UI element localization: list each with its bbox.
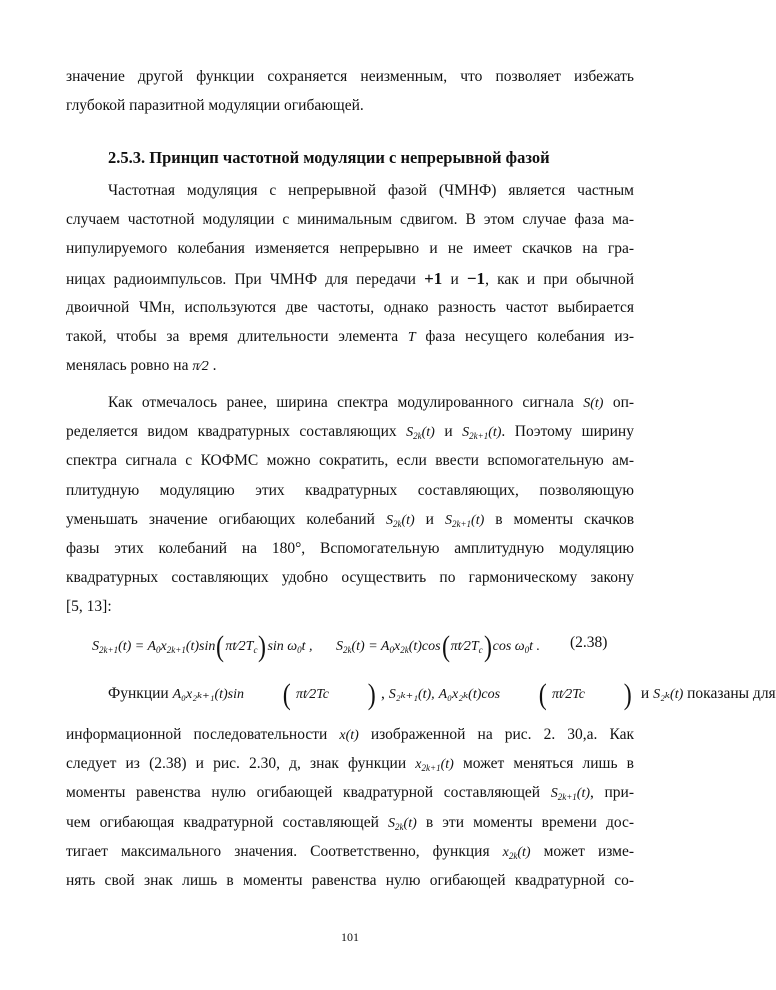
s2k1-symbol: $S_{2k+1}(t)$ (444, 512, 485, 529)
x2k-symbol: $x_{2k}(t)$ (502, 844, 531, 861)
text-span: в эти моменты времени дос- (425, 813, 635, 831)
text-span: тигает максимального значения. Соответственно, функция (66, 842, 490, 860)
equation-2-38 (92, 624, 640, 666)
text-line (66, 388, 634, 417)
text-span: показаны для (687, 685, 776, 702)
text-span: в моменты скачков (495, 510, 635, 528)
text-span: чем огибающая квадратурной составляющей (66, 813, 379, 831)
text-line (66, 417, 634, 446)
text-line: глубокой паразитной модуляции огибающей. (66, 97, 364, 115)
text-span: уменьшать значение огибающих колебаний (66, 510, 375, 528)
text-line: значение другой функции сохраняется неизменным, что позволяет избежать (66, 68, 634, 85)
text-span: ницах радиоимпульсов. При ЧМНФ для передачи (66, 270, 416, 288)
text-span: . Поэтому ширину (501, 423, 634, 441)
period-symbol: T (407, 329, 416, 345)
text-span: информационной последовательности (66, 726, 328, 743)
formula: S₂ₖ₊₁(t), (388, 687, 435, 702)
text-line: плитудную модуляцию этих квадратурных составляющих, позволяющую (66, 481, 634, 499)
equation-number: (2.38) (570, 634, 608, 651)
formula: A₀x₂ₖ₊₁(t)sin (172, 687, 245, 702)
plus-one-symbol: +1 (424, 268, 443, 288)
text-span: . (212, 357, 217, 375)
page-number: 101 (341, 930, 359, 944)
text-line: случаем частотной модуляции с минимальным сдвигом. В этом случае фаза ма- (66, 211, 634, 229)
fraction: πt⁄2T (450, 639, 479, 654)
text-line (66, 837, 634, 866)
text-span: Функции (108, 685, 169, 702)
equation-right: $S_{2k}(t)$ = $A_0x_{2k}(t)\cos(\pi t⁄2T_c)\cos$ $\omega_0t$ . (336, 630, 541, 663)
text-line: [5, 13]: (66, 598, 112, 616)
text-span: оп- (612, 394, 635, 411)
text-line: нять свой знак лишь в моменты равенства нулю огибающей квадратурной со- (66, 871, 634, 889)
text-line: двоичной ЧМн, используются две частоты, однако разность частот выбирается (66, 298, 634, 316)
fraction: πt⁄2Tc (296, 687, 329, 702)
s2k-symbol: $S_{2k}(t)$ (388, 815, 417, 832)
text-span: , как и при обычной (485, 270, 635, 288)
x-symbol: x(t) (339, 728, 359, 743)
text-line: спектра сигнала с КОФМС можно сократить, если ввести вспомогательную ам- (66, 452, 634, 470)
text-line (66, 749, 634, 778)
text-line (66, 808, 634, 837)
text-span: изображенной на рис. 2. 30,а. Как (370, 726, 635, 743)
s2k1-symbol: $S_{2k+1}(t)$ (462, 425, 502, 442)
signal-symbol: S(t) (583, 396, 604, 411)
paragraph-1 (66, 176, 634, 380)
formula: S₂ₖ(t) (653, 687, 684, 702)
pi-half-fraction: π⁄2 (192, 359, 209, 375)
text-line (66, 505, 634, 534)
text-span: может изме- (543, 842, 634, 860)
text-span: и (640, 685, 650, 702)
s2k-symbol: $S_{2k}(t)$ (406, 425, 435, 442)
text-span: менялась ровно на (66, 357, 189, 375)
x2k1-symbol: $x_{2k+1}(t)$ (415, 757, 454, 774)
text-line: Функции A₀x₂ₖ₊₁(t)sin ( πt⁄2Tc ) , S₂ₖ₊₁(t), A₀x₂ₖ(t)cos ( πt⁄2Tc ) и S₂ₖ(t) показаны для (108, 678, 776, 711)
text-line: Частотная модуляция с непрерывной фазой (ЧМНФ) является частным (108, 182, 634, 199)
text-span: и (444, 423, 453, 441)
fraction: πt⁄2Tc (552, 687, 586, 702)
text-span: Как отмечалось ранее, ширина спектра модулированного сигнала (108, 394, 574, 411)
text-line (66, 264, 634, 293)
fraction: πt⁄2T (225, 639, 254, 654)
text-span: следует из (2.38) и рис. 2.30, д, знак функции (66, 755, 407, 773)
equation-left: $S_{2k+1}(t)$ = $A_0x_{2k+1}(t)\sin(\pi t⁄2T_c)\sin$ $\omega_0t$ , (92, 630, 313, 663)
text-line (66, 778, 634, 807)
text-span: такой, чтобы за время длительности элемента (66, 327, 399, 345)
text-span: и (425, 510, 434, 528)
text-line (66, 322, 634, 351)
text-span: ределяется видом квадратурных составляющих (66, 423, 397, 441)
text-span: фаза несущего колебания из- (425, 327, 635, 345)
formula: A₀x₂ₖ(t)cos (438, 687, 501, 702)
minus-one-symbol: −1 (466, 268, 486, 288)
text-span: моменты равенства нулю огибающей квадратурной составляющей (66, 784, 541, 802)
s2k-symbol: $S_{2k}(t)$ (385, 512, 415, 529)
text-line (66, 351, 634, 380)
text-span: и (450, 270, 459, 288)
text-line: нипулируемого колебания изменяется непрерывно и не имеет скачков на гра- (66, 240, 634, 258)
intro-paragraph (66, 62, 634, 120)
paragraph-3 (66, 676, 776, 895)
section-title: 2.5.3. Принцип частотной модуляции с непрерывной фазой (108, 148, 550, 167)
text-line: квадратурных составляющих удобно осуществить по гармоническому закону (66, 569, 634, 587)
paragraph-2 (66, 388, 634, 622)
text-line (66, 720, 634, 749)
text-span: , при- (590, 784, 634, 802)
text-line: фазы этих колебаний на 180°, Вспомогательную амплитудную модуляцию (66, 539, 634, 557)
s2k1-symbol: $S_{2k+1}(t)$ (550, 786, 591, 803)
text-span: может меняться лишь в (462, 755, 634, 773)
